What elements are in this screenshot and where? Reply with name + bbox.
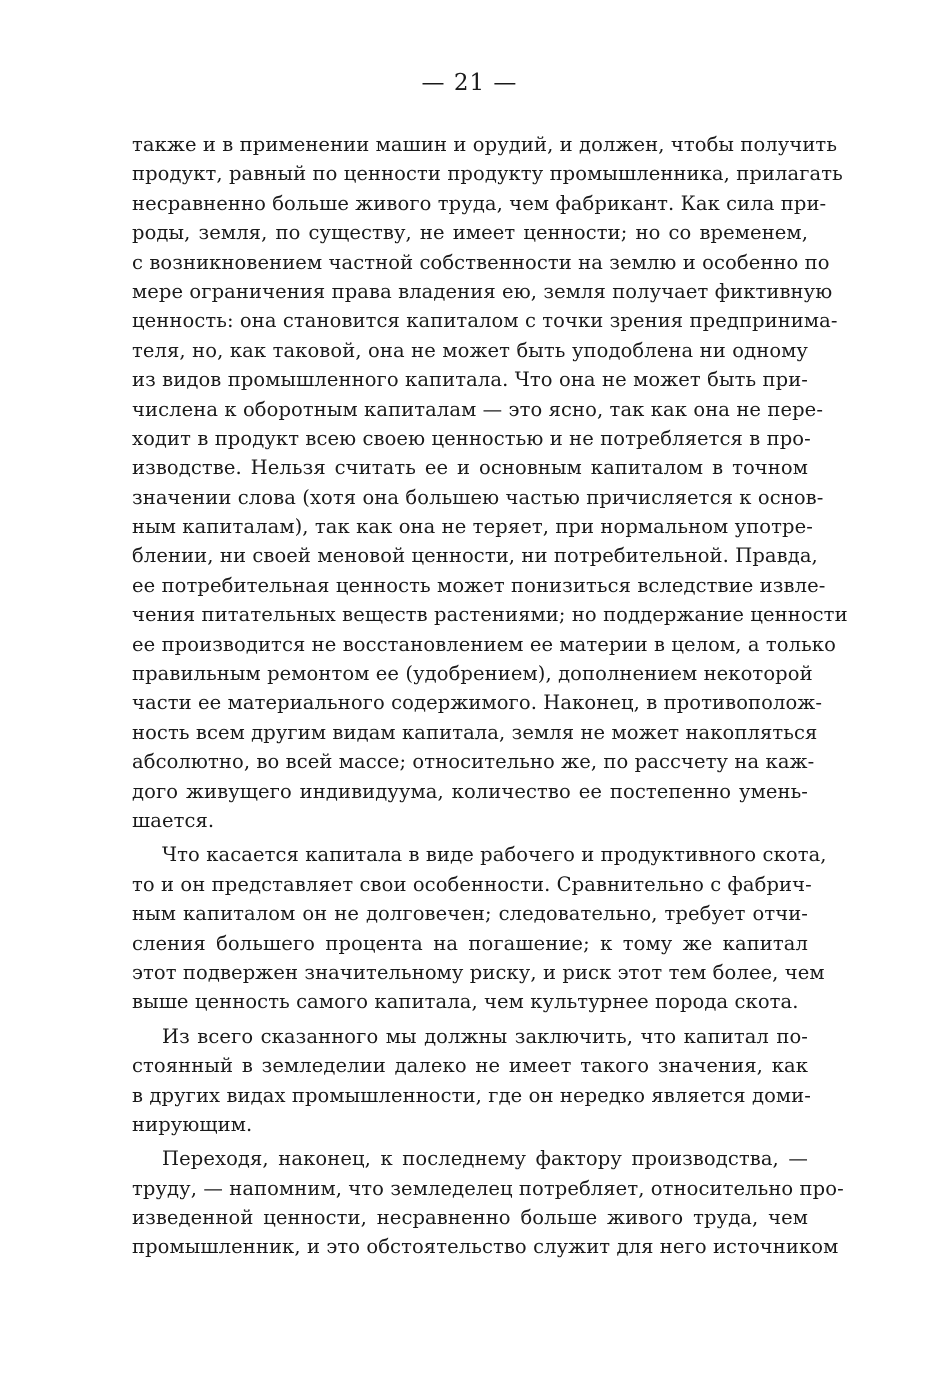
text-line: ее производится не восстановлением ее материи в целом, а только xyxy=(132,632,836,656)
text-line: сления большего процента на погашение; к тому же капитал xyxy=(132,931,808,955)
text-line: ность всем другим видам капитала, земля не может накопляться xyxy=(132,720,818,744)
text-line: Из всего сказанного мы должны заключить, что капитал по- xyxy=(162,1024,808,1048)
text-line: из видов промышленного капитала. Что она не может быть при- xyxy=(132,368,808,392)
text-line: стоянный в земледелии далеко не имеет такого значения, как xyxy=(132,1054,808,1078)
text-line: Переходя, наконец, к последнему фактору производства, — xyxy=(162,1147,808,1171)
text-line: труду, — напомним, что земледелец потребляет, относительно про- xyxy=(132,1176,844,1200)
text-line: значении слова (хотя она большею частью причисляется к основ- xyxy=(132,485,824,509)
text-line: в других видах промышленности, где он нередко является доми- xyxy=(132,1083,811,1107)
text-line: числена к оборотным капиталам — это ясно, так как она не пере- xyxy=(132,397,824,421)
text-line: то и он представляет свои особенности. Сравнительно с фабрич- xyxy=(132,872,812,896)
text-line: теля, но, как таковой, она не может быть уподоблена ни одному xyxy=(132,338,808,362)
text-line: блении, ни своей меновой ценности, ни потребительной. Правда, xyxy=(132,544,818,568)
text-line: роды, земля, по существу, не имеет ценности; но со временем, xyxy=(132,221,808,245)
text-line: продукт, равный по ценности продукту промышленника, прилагать xyxy=(132,162,843,186)
text-line: чения питательных веществ растениями; но поддержание ценности xyxy=(132,603,848,627)
text-line: части ее материального содержимого. Наконец, в противополож- xyxy=(132,691,823,715)
text-line: ходит в продукт всею своею ценностью и не потребляется в про- xyxy=(132,426,811,450)
text-line: Что касается капитала в виде рабочего и продуктивного скота, xyxy=(162,843,827,867)
paragraph-4 xyxy=(132,1144,844,1262)
text-line: нирующим. xyxy=(132,1112,253,1136)
text-line: ным капиталом он не долговечен; следовательно, требует отчи- xyxy=(132,902,808,926)
text-line: изводстве. Нельзя считать ее и основным капиталом в точном xyxy=(132,456,808,480)
text-line: этот подвержен значительному риску, и риск этот тем более, чем xyxy=(132,960,825,984)
text-line: также и в применении машин и орудий, и должен, чтобы получить xyxy=(132,133,838,156)
paragraph-2 xyxy=(132,840,827,1016)
body-text xyxy=(132,130,848,1262)
text-line: ее потребительная ценность может понизиться вследствие извле- xyxy=(132,573,826,597)
page-number: — 21 — xyxy=(421,70,518,96)
text-line: мере ограничения права владения ею, земля получает фиктивную xyxy=(132,279,833,303)
text-line: правильным ремонтом ее (удобрением), дополнением некоторой xyxy=(132,662,813,686)
text-line: дого живущего индивидуума, количество ее постепенно умень- xyxy=(132,779,808,803)
paragraph-1 xyxy=(132,130,848,835)
text-line: выше ценность самого капитала, чем культурнее порода скота. xyxy=(132,990,799,1014)
text-line: абсолютно, во всей массе; относительно же, по рассчету на каж- xyxy=(132,750,815,774)
text-line: изведенной ценности, несравненно больше живого труда, чем xyxy=(132,1206,808,1230)
text-line: ценность: она становится капиталом с точки зрения предпринима- xyxy=(132,309,838,333)
text-line: промышленник, и это обстоятельство служит для него источником xyxy=(132,1235,839,1259)
text-line: шается. xyxy=(132,808,215,832)
text-line: ным капиталам), так как она не теряет, при нормальном употре- xyxy=(132,515,813,539)
text-line: с возникновением частной собственности на землю и особенно по xyxy=(132,250,830,274)
text-line: несравненно больше живого труда, чем фабрикант. Как сила при- xyxy=(132,191,827,215)
paragraph-3 xyxy=(132,1022,811,1140)
